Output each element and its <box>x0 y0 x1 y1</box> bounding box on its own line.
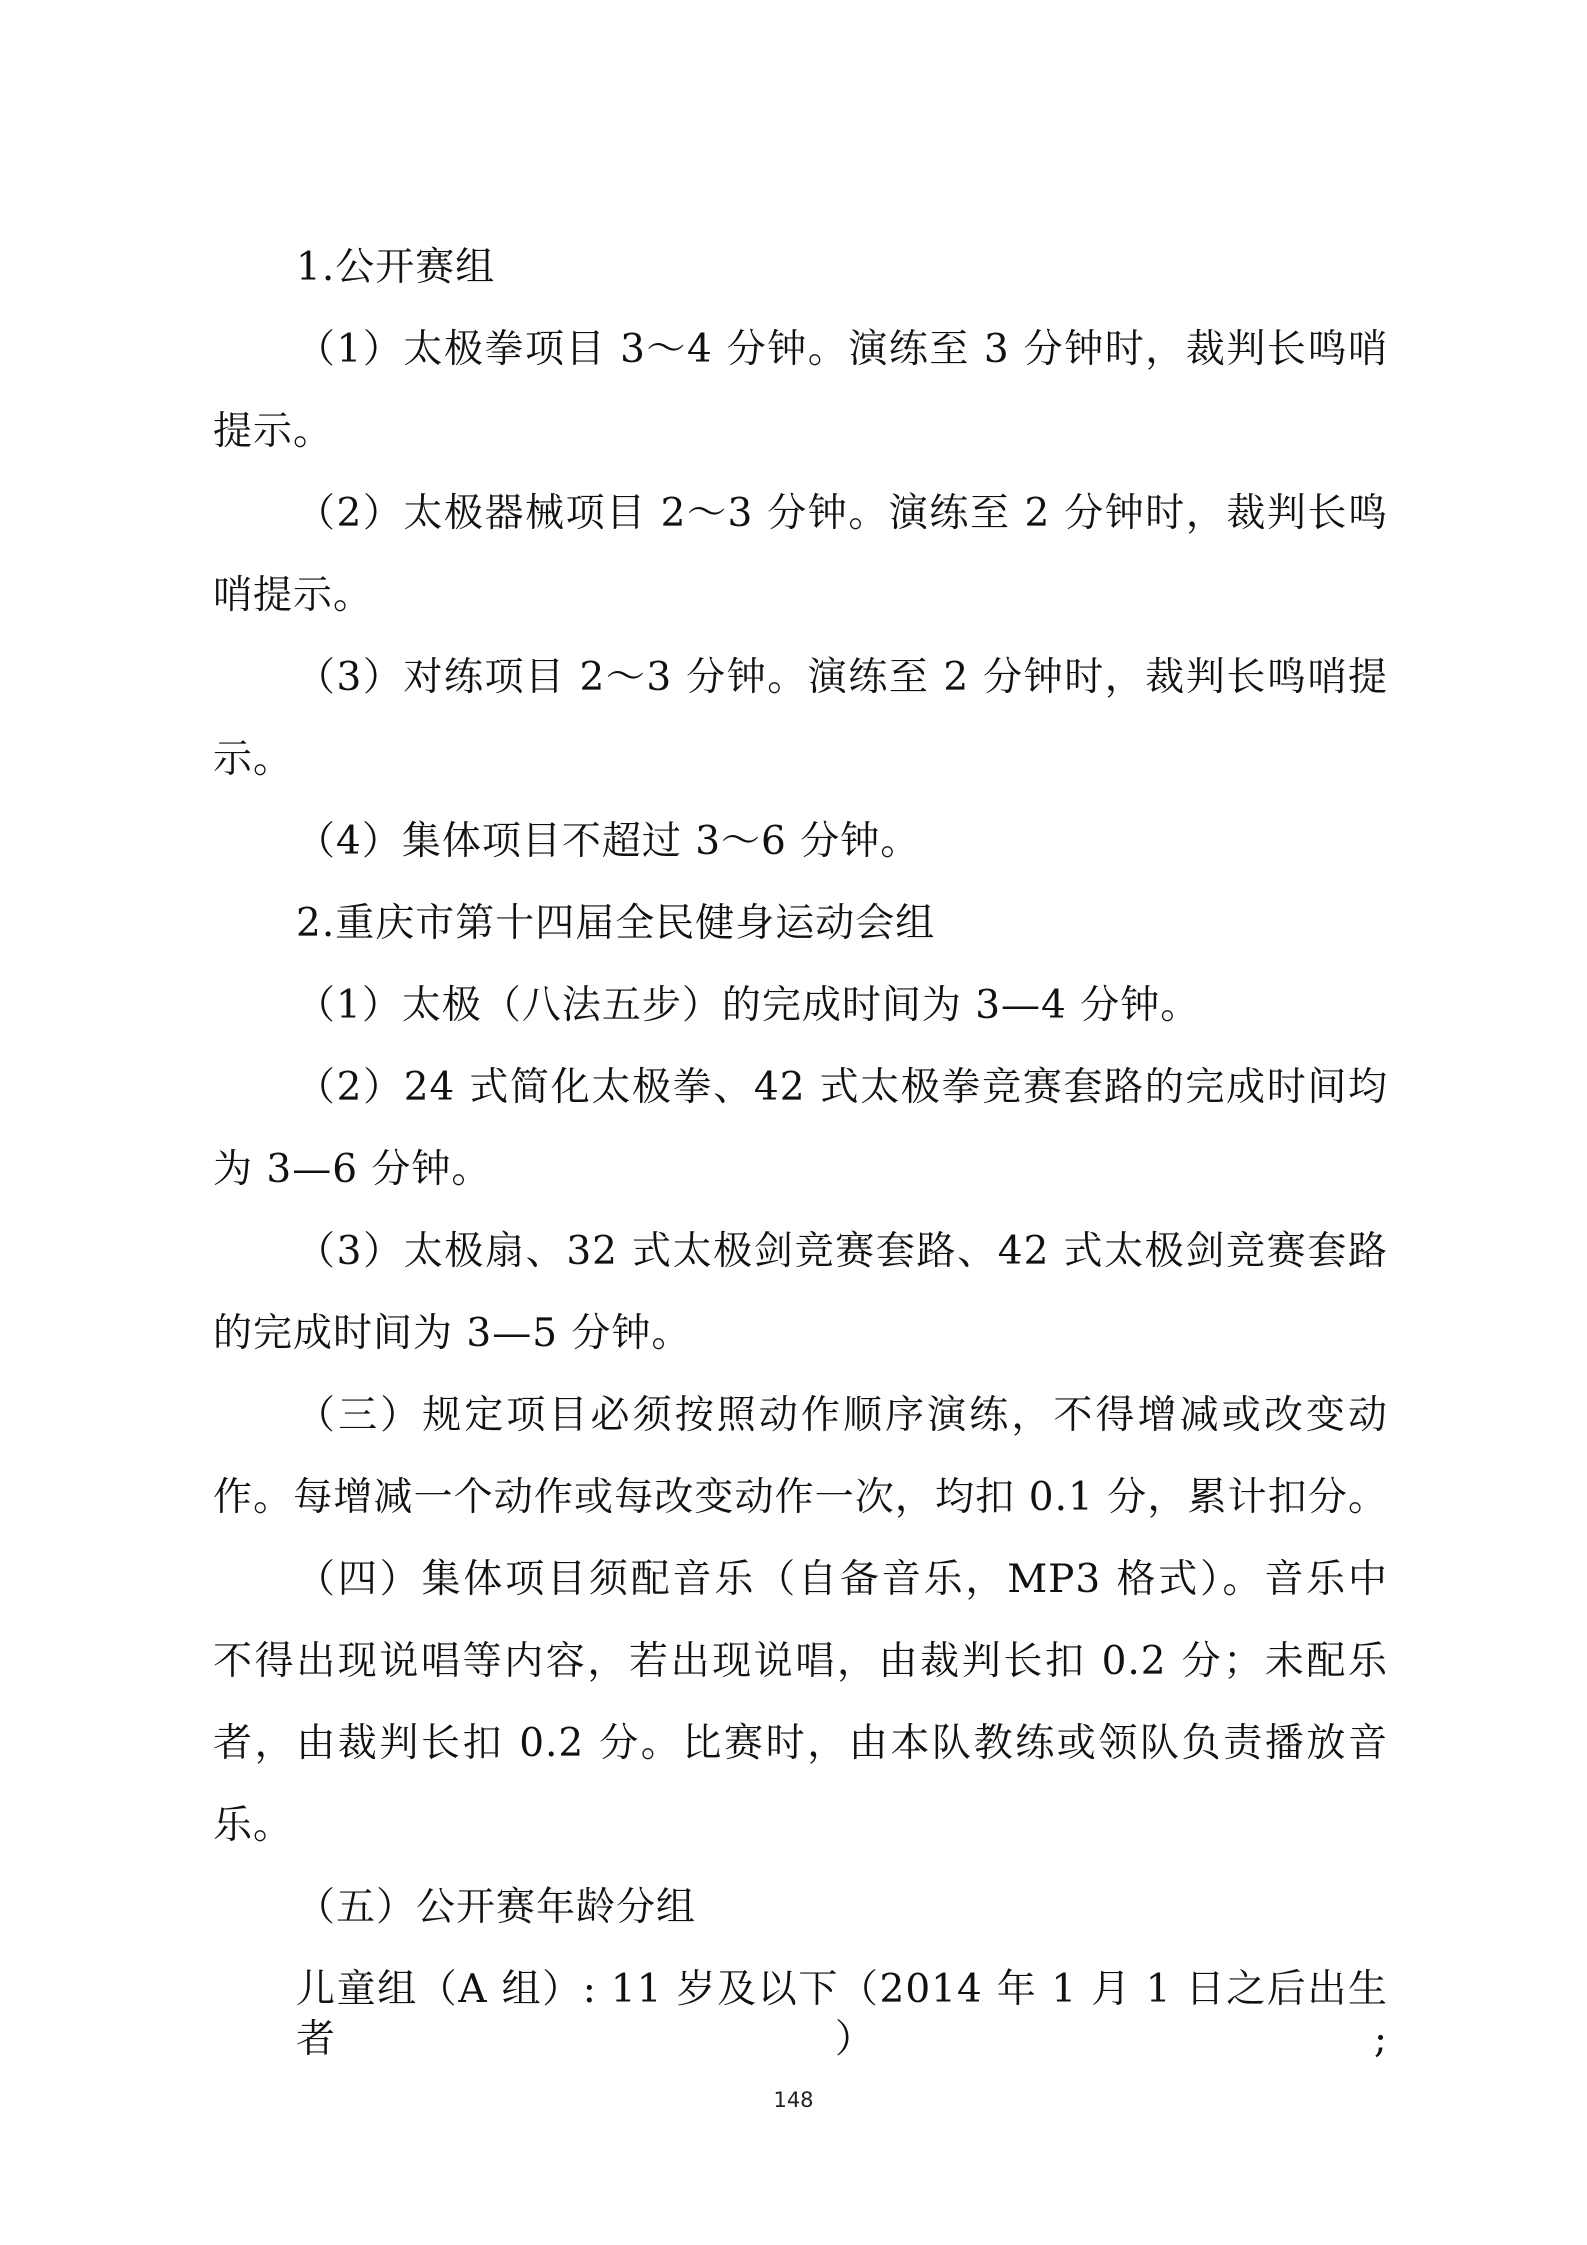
paragraph-line: 作。每增减一个动作或每改变动作一次，均扣 0.1 分，累计扣分。 <box>213 1475 1388 1520</box>
heading-open-group: 1.公开赛组 <box>296 245 496 290</box>
paragraph-line: （四）集体项目须配音乐（自备音乐，MP3 格式）。音乐中 <box>296 1557 1388 1602</box>
page-number: 148 <box>773 2088 814 2112</box>
paragraph-line: 提示。 <box>213 409 334 454</box>
heading-fitness-games-group: 2.重庆市第十四届全民健身运动会组 <box>296 901 936 946</box>
paragraph-line: 的完成时间为 3—5 分钟。 <box>213 1311 692 1356</box>
paragraph-line: （三）规定项目必须按照动作顺序演练，不得增减或改变动 <box>296 1393 1388 1438</box>
paragraph-line: （4）集体项目不超过 3～6 分钟。 <box>296 819 921 864</box>
paragraph-line: 哨提示。 <box>213 573 374 618</box>
paragraph-line: 乐。 <box>213 1803 294 1848</box>
paragraph-line: （2）太极器械项目 2～3 分钟。演练至 2 分钟时，裁判长鸣 <box>296 491 1388 536</box>
paragraph-line: 儿童组（A 组）: 11 岁及以下（2014 年 1 月 1 日之后出生者）; <box>296 1967 1388 2062</box>
paragraph-line: （3）对练项目 2～3 分钟。演练至 2 分钟时，裁判长鸣哨提 <box>296 655 1388 700</box>
heading-age-groups: （五）公开赛年龄分组 <box>296 1885 697 1930</box>
paragraph-line: （1）太极拳项目 3～4 分钟。演练至 3 分钟时，裁判长鸣哨 <box>296 327 1388 372</box>
paragraph-line: （2）24 式简化太极拳、42 式太极拳竞赛套路的完成时间均 <box>296 1065 1388 1110</box>
paragraph-line: 者，由裁判长扣 0.2 分。比赛时，由本队教练或领队负责播放音 <box>213 1721 1388 1766</box>
paragraph-line: （3）太极扇、32 式太极剑竞赛套路、42 式太极剑竞赛套路 <box>296 1229 1388 1274</box>
paragraph-line: 示。 <box>213 737 294 782</box>
paragraph-line: （1）太极（八法五步）的完成时间为 3—4 分钟。 <box>296 983 1201 1028</box>
paragraph-line: 不得出现说唱等内容，若出现说唱，由裁判长扣 0.2 分；未配乐 <box>213 1639 1388 1684</box>
paragraph-line: 为 3—6 分钟。 <box>213 1147 492 1192</box>
